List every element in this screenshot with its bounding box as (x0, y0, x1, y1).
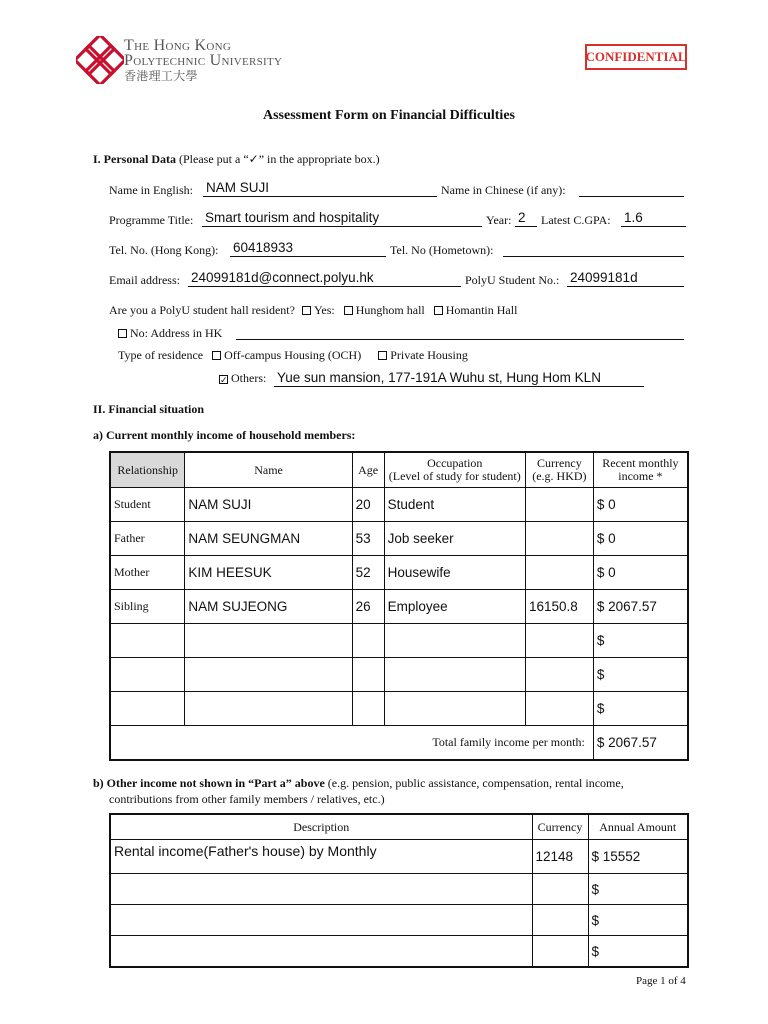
name-cell[interactable]: NAM SUJI (185, 488, 352, 522)
currency-cell[interactable]: 12148 (532, 840, 588, 874)
occupation-cell[interactable] (384, 624, 525, 658)
university-name-line1: The Hong Kong (124, 37, 232, 54)
page-number: Page 1 of 4 (636, 975, 686, 987)
name-cn-field[interactable] (579, 183, 684, 197)
col-income-sub: income * (618, 469, 663, 483)
relationship-cell[interactable] (110, 624, 185, 658)
name-cell[interactable]: NAM SUJEONG (185, 590, 352, 624)
table-row (110, 556, 688, 590)
form-title: Assessment Form on Financial Difficulties (263, 108, 515, 123)
age-cell[interactable]: 53 (352, 522, 384, 556)
name-cell[interactable] (185, 692, 352, 726)
tel-hk-field[interactable]: 60418933 (230, 240, 386, 257)
confidential-stamp: CONFIDENTIAL (585, 44, 687, 70)
hk-address-field[interactable] (236, 326, 684, 340)
currency-cell[interactable] (532, 874, 588, 905)
amount-cell[interactable]: $ (588, 905, 688, 936)
amount-cell[interactable]: $ (588, 874, 688, 905)
occupation-cell[interactable]: Employee (384, 590, 525, 624)
table-row (110, 488, 688, 522)
section-1-title: I. Personal Data (93, 152, 176, 166)
income-cell[interactable]: $ (593, 692, 688, 726)
programme-label: Programme Title: (109, 213, 194, 227)
university-name-chinese: 香港理工大學 (124, 69, 198, 83)
occupation-cell[interactable] (384, 692, 525, 726)
relationship-cell: Student (110, 488, 185, 522)
hunghom-hall-checkbox[interactable] (344, 306, 353, 315)
others-label: Others: (231, 371, 267, 385)
description-cell[interactable] (110, 905, 532, 936)
currency-cell[interactable] (525, 556, 593, 590)
household-income-table (109, 451, 689, 761)
currency-cell[interactable] (525, 522, 593, 556)
occupation-cell[interactable]: Student (384, 488, 525, 522)
hall-yes-label: Yes: (313, 303, 335, 317)
table-row (110, 522, 688, 556)
currency-cell[interactable] (525, 488, 593, 522)
och-label: Off-campus Housing (OCH) (224, 348, 362, 362)
col-income-title: Recent monthly (602, 456, 679, 470)
currency-cell[interactable] (532, 936, 588, 968)
name-cell[interactable] (185, 658, 352, 692)
name-en-label: Name in English: (109, 183, 193, 197)
email-label: Email address: (109, 273, 180, 287)
amount-cell[interactable]: $ (588, 936, 688, 968)
part-b-heading-rest: (e.g. pension, public assistance, compensation, rental income, (327, 776, 624, 790)
part-b-heading-line2: contributions from other family members / relatives, etc.) (109, 792, 385, 806)
student-no-field[interactable]: 24099181d (567, 270, 684, 287)
age-cell[interactable]: 26 (352, 590, 384, 624)
hall-no-row (118, 326, 222, 341)
residence-type-label: Type of residence (118, 348, 204, 362)
age-cell[interactable]: 52 (352, 556, 384, 590)
relationship-cell: Father (110, 522, 185, 556)
table-row (110, 840, 688, 874)
others-field[interactable]: Yue sun mansion, 177-191A Wuhu st, Hung Hom KLN (274, 370, 644, 387)
table-row (110, 590, 688, 624)
year-field[interactable]: 2 (515, 210, 537, 227)
col-name: Name (185, 452, 352, 488)
col-description: Description (110, 814, 532, 840)
name-cell[interactable]: NAM SEUNGMAN (185, 522, 352, 556)
income-cell[interactable]: $ 0 (593, 488, 688, 522)
email-field[interactable]: 24099181d@connect.polyu.hk (188, 270, 461, 287)
private-housing-checkbox[interactable] (378, 351, 387, 360)
col-annual-amount: Annual Amount (588, 814, 688, 840)
occupation-cell[interactable]: Job seeker (384, 522, 525, 556)
section-2-title: II. Financial situation (93, 402, 205, 416)
currency-cell[interactable] (525, 692, 593, 726)
programme-field[interactable]: Smart tourism and hospitality (202, 210, 482, 227)
col-currency-b: Currency (532, 814, 588, 840)
section-1-note: (Please put a “✓” in the appropriate box.) (179, 152, 380, 166)
amount-cell[interactable]: $ 15552 (588, 840, 688, 874)
relationship-cell: Mother (110, 556, 185, 590)
table-row (110, 936, 688, 968)
total-income-label: Total family income per month: (110, 726, 593, 761)
relationship-cell: Sibling (110, 590, 185, 624)
currency-cell[interactable] (525, 624, 593, 658)
currency-cell[interactable] (525, 658, 593, 692)
tel-home-field[interactable] (503, 243, 684, 257)
income-cell[interactable]: $ 0 (593, 556, 688, 590)
tel-home-label: Tel. No (Hometown): (390, 243, 494, 257)
tel-hk-label: Tel. No. (Hong Kong): (109, 243, 219, 257)
hall-question: Are you a PolyU student hall resident? (109, 303, 295, 317)
table-row (110, 692, 688, 726)
hall-yes-checkbox[interactable] (302, 306, 311, 315)
age-cell[interactable] (352, 624, 384, 658)
occupation-cell[interactable]: Housewife (384, 556, 525, 590)
description-cell[interactable] (110, 874, 532, 905)
gpa-field[interactable]: 1.6 (621, 210, 686, 227)
name-en-field[interactable]: NAM SUJI (203, 180, 437, 197)
income-cell[interactable]: $ 0 (593, 522, 688, 556)
year-label: Year: (486, 213, 512, 227)
other-income-table (109, 813, 689, 968)
hall-resident-row (109, 303, 517, 318)
currency-cell[interactable] (532, 905, 588, 936)
homantin-hall-checkbox[interactable] (434, 306, 443, 315)
university-name (124, 38, 282, 84)
col-currency-sub: (e.g. HKD) (532, 469, 587, 483)
description-cell[interactable]: Rental income(Father's house) by Monthly (110, 840, 532, 874)
currency-cell[interactable]: 16150.8 (525, 590, 593, 624)
part-b-heading (93, 775, 624, 807)
name-cn-label: Name in Chinese (if any): (441, 183, 566, 197)
hall-no-label: No: Address in HK (130, 326, 223, 340)
table-row (110, 874, 688, 905)
other-income-header-row (110, 814, 688, 840)
table-row (110, 658, 688, 692)
homantin-hall-label: Homantin Hall (445, 303, 518, 317)
relationship-cell[interactable] (110, 692, 185, 726)
relationship-cell[interactable] (110, 658, 185, 692)
age-cell[interactable] (352, 692, 384, 726)
col-currency-title: Currency (537, 456, 582, 470)
others-checkbox-checked[interactable]: ✓ (220, 375, 228, 385)
income-cell[interactable]: $ (593, 624, 688, 658)
part-a-heading: a) Current monthly income of household members: (93, 428, 356, 442)
total-income-row (110, 726, 688, 761)
household-income-header-row (110, 452, 688, 488)
income-cell[interactable]: $ 2067.57 (593, 590, 688, 624)
hunghom-hall-label: Hunghom hall (355, 303, 425, 317)
student-no-label: PolyU Student No.: (465, 273, 560, 287)
age-cell[interactable] (352, 658, 384, 692)
residence-others-row (219, 371, 266, 386)
section-personal-data-heading (93, 152, 380, 167)
col-relationship: Relationship (110, 452, 185, 488)
occupation-cell[interactable] (384, 658, 525, 692)
gpa-label: Latest C.GPA: (541, 213, 611, 227)
name-cell[interactable] (185, 624, 352, 658)
university-name-line2: Polytechnic University (124, 52, 283, 69)
col-occupation-sub: (Level of study for student) (388, 469, 521, 483)
residence-type-row (118, 348, 468, 363)
income-cell[interactable]: $ (593, 658, 688, 692)
col-age: Age (352, 452, 384, 488)
och-checkbox[interactable] (212, 351, 221, 360)
part-b-heading-bold: b) Other income not shown in “Part a” above (93, 776, 325, 790)
col-occupation (384, 452, 525, 488)
description-cell[interactable] (110, 936, 532, 968)
col-currency (525, 452, 593, 488)
private-housing-label: Private Housing (390, 348, 468, 362)
col-income (593, 452, 688, 488)
hall-no-checkbox[interactable] (118, 329, 127, 338)
total-income-value[interactable]: $ 2067.57 (593, 726, 688, 761)
polyu-logo-icon (76, 36, 124, 84)
table-row (110, 624, 688, 658)
name-cell[interactable]: KIM HEESUK (185, 556, 352, 590)
col-occupation-title: Occupation (427, 456, 483, 470)
age-cell[interactable]: 20 (352, 488, 384, 522)
table-row (110, 905, 688, 936)
